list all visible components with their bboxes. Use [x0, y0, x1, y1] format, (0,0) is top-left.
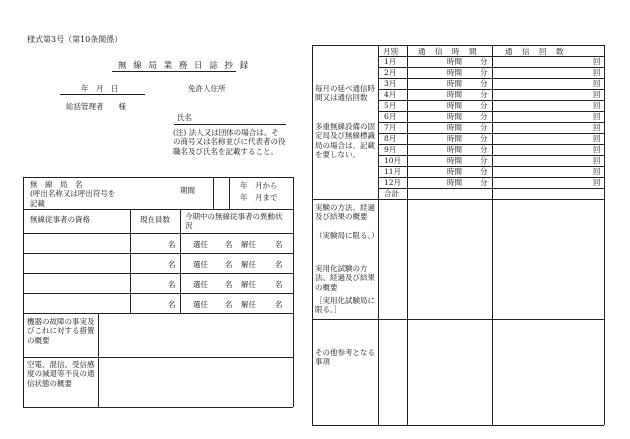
- current-count-header: 現在員数: [140, 215, 170, 224]
- staff-qualification-header: 無線従事者の資格: [30, 215, 90, 224]
- month-label: 11月: [384, 167, 402, 176]
- minute-unit: 分: [480, 112, 488, 121]
- form-title: 無 線 局 業 務 日 誌 抄 録: [118, 61, 251, 71]
- count-unit: 回: [593, 134, 601, 143]
- month-label: 10月: [384, 156, 402, 165]
- total-label: 合計: [384, 189, 399, 198]
- hour-unit: 時間: [447, 134, 462, 143]
- minute-unit: 分: [480, 134, 488, 143]
- minute-unit: 分: [480, 101, 488, 110]
- hour-unit: 時間: [447, 68, 462, 77]
- month-label: 1月: [384, 57, 397, 66]
- hour-unit: 時間: [447, 101, 462, 110]
- addressee: 総括管理者 様: [66, 102, 126, 111]
- hour-unit: 時間: [447, 112, 462, 121]
- minute-unit: 分: [480, 68, 488, 77]
- title-underline: [112, 71, 236, 72]
- experiment-note: （実験局に限る。）: [315, 231, 379, 240]
- month-label: 4月: [384, 90, 397, 99]
- hour-unit: 時間: [447, 178, 462, 187]
- name-label: 氏名: [177, 113, 192, 122]
- count-unit: 回: [593, 178, 601, 187]
- month-label: 2月: [384, 68, 397, 77]
- minute-unit: 分: [480, 90, 488, 99]
- experiment-label: 実験の方法、経過及び結果の概要: [315, 203, 375, 222]
- month-label: 9月: [384, 145, 397, 154]
- equipment-fault-label: 機器の故障の事実及びこれに対する措置の概要: [27, 317, 95, 345]
- practical-label: 実用化試験の方法、経過及び結果の概要: [315, 264, 375, 292]
- count-unit: 回: [593, 145, 601, 154]
- month-label: 6月: [384, 112, 397, 121]
- hour-unit: 時間: [447, 79, 462, 88]
- period-to: 年 月まで: [240, 193, 278, 202]
- minute-unit: 分: [480, 156, 488, 165]
- month-label: 7月: [384, 123, 397, 132]
- count-unit: 回: [593, 112, 601, 121]
- corporation-note: (注) 法人又は団体の場合は、その商号又は名称並びに代表者の役職名及び氏名を記載すること。: [173, 128, 286, 156]
- count-unit: 回: [593, 79, 601, 88]
- name-underline: [174, 124, 286, 125]
- period-label: 期間: [180, 186, 195, 195]
- hour-unit: 時間: [447, 156, 462, 165]
- minute-unit: 分: [480, 79, 488, 88]
- staff-change-header: 今期中の無線従事者の異動状況: [185, 212, 283, 231]
- count-unit: 回: [593, 68, 601, 77]
- other-notes-label: その他参考となる事項: [315, 348, 375, 367]
- minute-unit: 分: [480, 167, 488, 176]
- month-label: 12月: [384, 178, 402, 187]
- station-name-label: 無 線 局 名 (呼出名称又は呼出符号を記載: [30, 180, 116, 208]
- date-label: 年 月 日: [81, 84, 119, 93]
- count-unit: 回: [593, 90, 601, 99]
- count-unit: 回: [593, 156, 601, 165]
- month-label: 8月: [384, 134, 397, 143]
- minute-unit: 分: [480, 123, 488, 132]
- form-page: 様式第3号（第10条関係） 無 線 局 業 務 日 誌 抄 録 年 月 日 免許人住所 総括管理者 様 氏名 (注) 法人又は団体の場合は、その商号又は名称並びに代表者の役職名及び氏名を記載すること。 無 線 局 名 (呼出名称又は呼出符号を記載 期間 年 月から 年 月まで 無線従事者の資格 現在員数 今期中の無線従事者の異動状況 名 選任 名 解任 名 名 選任 名 解任 名 名 選任 名 解任 名 名 選任 名 解任 名 機器の故障の事実及びこれに対する措置の概要 空電、混信、受信感度の減退等不良の通信状態の概要 月別 通 信 時 間 通 信 回 数 毎月の延べ通信時間又は通信回数 多重無線設備の固定局及び無線標識局の場合は、記載を要しない。 1月 時間 分 回 2月 時間 分 回 3月 時間 分 回 4月 時間 分 回 5月 時間 分 回 6月 時間 分 回 7月 時間 分 回 8月 時間 分 回 9月 時間 分 回 10月 時間 分 回 11月 時間 分 回 12月 時間 分 回 合計 実験の方法、経過及び結果の概要 （実験局に限る。） 実用化試験の方法、経過及び結果の概要 ［実用化試験局に限る。］ その他参考となる事項: [0, 0, 630, 439]
- hour-unit: 時間: [447, 167, 462, 176]
- month-header: 月別: [383, 47, 398, 56]
- licensee-address-label: 免許人住所: [188, 84, 226, 93]
- hour-unit: 時間: [447, 123, 462, 132]
- comm-time-header: 通 信 時 間: [418, 47, 478, 56]
- month-label: 5月: [384, 101, 397, 110]
- minute-unit: 分: [480, 57, 488, 66]
- practical-note: ［実用化試験局に限る。］: [315, 296, 375, 315]
- month-label: 3月: [384, 79, 397, 88]
- count-unit: 回: [593, 167, 601, 176]
- count-unit: 回: [593, 101, 601, 110]
- hour-unit: 時間: [447, 90, 462, 99]
- minute-unit: 分: [480, 178, 488, 187]
- date-underline: [60, 94, 145, 95]
- interference-label: 空電、混信、受信感度の減退等不良の通信状態の概要: [27, 360, 95, 388]
- side-note-exempt: 多重無線設備の固定局及び無線標識局の場合は、記載を要しない。: [315, 122, 375, 160]
- form-number: 様式第3号（第10条関係）: [27, 35, 123, 44]
- hour-unit: 時間: [447, 145, 462, 154]
- count-unit: 回: [593, 123, 601, 132]
- period-from: 年 月から: [240, 181, 278, 190]
- side-note-monthly: 毎月の延べ通信時間又は通信回数: [315, 84, 375, 103]
- count-unit: 回: [593, 57, 601, 66]
- comm-count-header: 通 信 回 数: [505, 47, 565, 56]
- hour-unit: 時間: [447, 57, 462, 66]
- minute-unit: 分: [480, 145, 488, 154]
